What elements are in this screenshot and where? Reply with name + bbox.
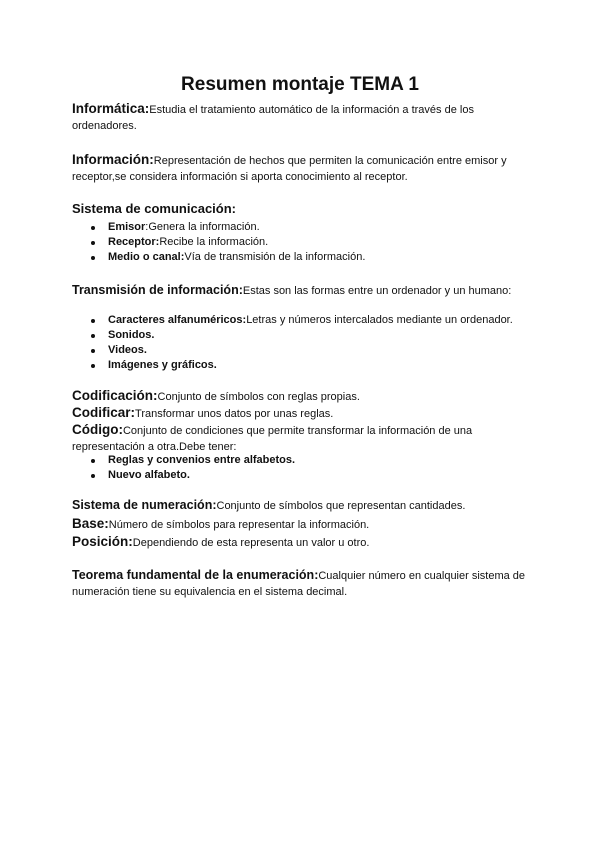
definition-base	[72, 516, 532, 534]
text-transmision: Estas son las formas entre un ordenador y un humano:	[242, 285, 512, 297]
definition-informatica	[72, 101, 532, 134]
definition-posicion	[72, 534, 532, 552]
page-title: Resumen montaje TEMA 1	[181, 74, 419, 95]
text-informacion: Representación de hechos que permiten la comunicación entre emisor y receptor,se considera información si aporta conocimiento al receptor.	[72, 155, 507, 183]
term-teorema: Teorema fundamental de la enumeración:	[72, 568, 319, 582]
text-teorema: Cualquier número en cualquier sistema de numeración tiene su equivalencia en el sistema decimal.	[72, 570, 526, 598]
item-term: Reglas y convenios entre alfabetos.	[108, 454, 296, 466]
item-term: Receptor:	[108, 236, 160, 248]
list-item	[72, 343, 513, 358]
term-codigo: Código:	[72, 422, 123, 437]
item-term: Medio o canal:	[108, 251, 185, 263]
list-item	[72, 235, 365, 250]
list-sistema-comunicacion	[72, 220, 365, 265]
text-codificar: Transformar unos datos por unas reglas.	[135, 408, 334, 420]
definition-informacion	[72, 152, 532, 185]
term-base: Base:	[72, 516, 109, 531]
item-term: Sonidos.	[108, 329, 155, 341]
item-term: Nuevo alfabeto.	[108, 469, 190, 481]
item-term: Emisor	[108, 221, 146, 233]
text-codificacion: Conjunto de símbolos con reglas propias.	[157, 391, 360, 403]
item-text: Recibe la información.	[159, 236, 269, 248]
item-text: Vía de transmisión de la información.	[184, 251, 366, 263]
term-codificar: Codificar:	[72, 405, 136, 420]
text-codigo: Conjunto de condiciones que permite transformar la información de una representación a otra.Debe tener:	[72, 425, 473, 453]
list-transmision	[72, 313, 513, 373]
list-item	[72, 453, 295, 468]
text-informatica: Estudia el tratamiento automático de la información a través de los ordenadores.	[72, 104, 474, 132]
item-term: Videos.	[108, 344, 147, 356]
item-text: :Genera la información.	[145, 221, 260, 233]
term-codificacion: Codificación:	[72, 388, 158, 403]
list-item	[72, 250, 365, 265]
definition-codificar	[72, 405, 532, 423]
list-item	[72, 328, 513, 343]
term-informatica: Informática:	[72, 101, 150, 116]
text-posicion: Dependiendo de esta representa un valor u otro.	[132, 537, 370, 549]
definition-teorema	[72, 568, 532, 600]
heading-sistema-comunicacion: Sistema de comunicación:	[72, 201, 236, 216]
list-item	[72, 220, 365, 235]
list-codigo	[72, 453, 295, 483]
list-item	[72, 468, 295, 483]
term-informacion: Información:	[72, 152, 154, 167]
item-term: Caracteres alfanuméricos:	[108, 314, 247, 326]
definition-sistema-numeracion	[72, 498, 532, 515]
definition-codificacion	[72, 388, 532, 406]
term-sistema-numeracion: Sistema de numeración:	[72, 498, 217, 512]
transmision-intro	[72, 283, 532, 300]
item-term: Imágenes y gráficos.	[108, 359, 217, 371]
text-sistema-numeracion: Conjunto de símbolos que representan cantidades.	[216, 500, 466, 512]
heading-transmision: Transmisión de información:	[72, 283, 243, 297]
item-text: Letras y números intercalados mediante un ordenador.	[246, 314, 513, 326]
term-posicion: Posición:	[72, 534, 133, 549]
definition-codigo	[72, 422, 532, 455]
list-item	[72, 358, 513, 373]
text-base: Número de símbolos para representar la información.	[108, 519, 370, 531]
list-item	[72, 313, 513, 328]
